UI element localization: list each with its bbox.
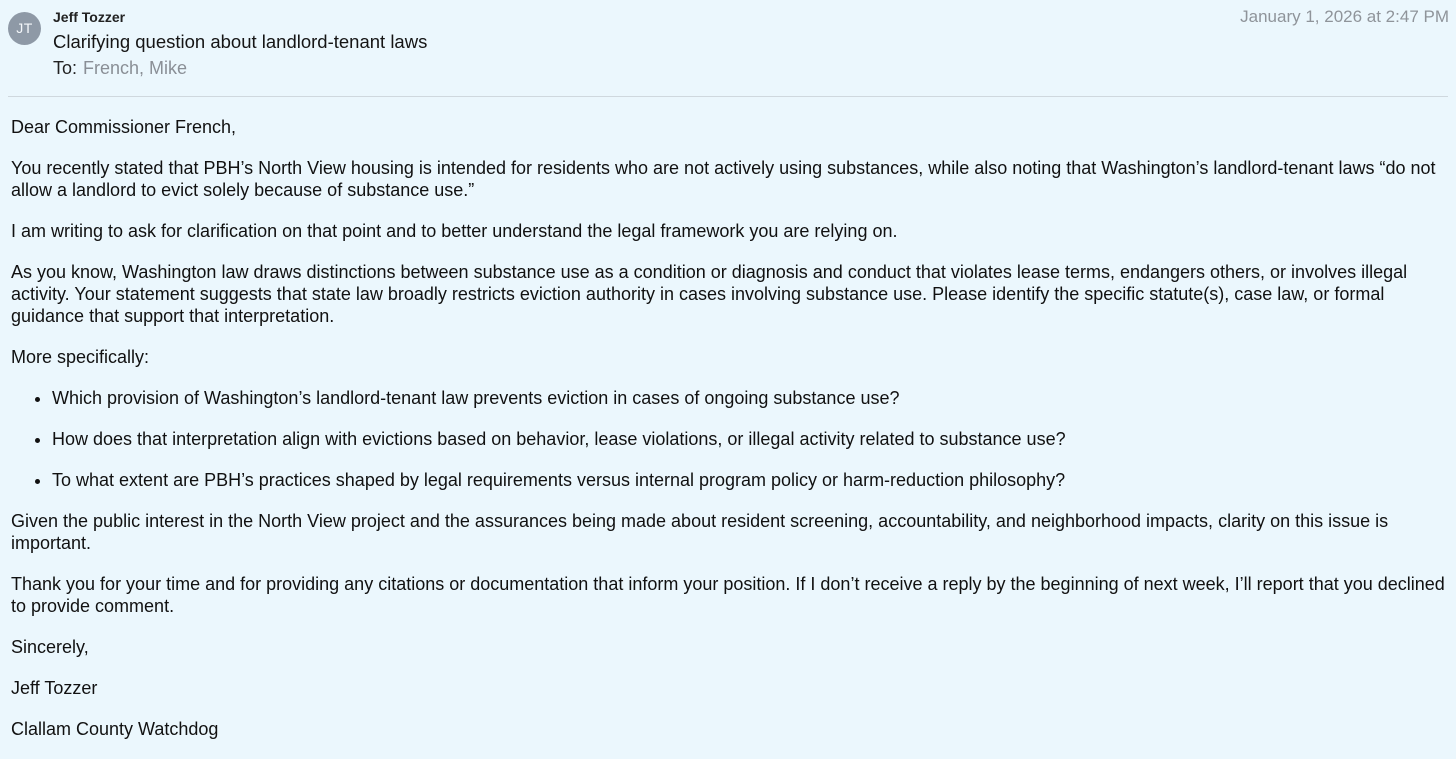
recipient-row: [53, 58, 187, 79]
signature-org: Clallam County Watchdog: [11, 719, 219, 739]
signature-name: Jeff Tozzer: [11, 678, 98, 698]
body-paragraph: More specifically:: [11, 347, 150, 367]
body-paragraph: As you know, Washington law draws distinctions between substance use as a condition or diagnosis and conduct that violates lease terms, endangers others, or involves illegal activity. Your statement suggests that state law broadly restricts eviction authority in cases involving substance use. Please identify the specific statute(s), case law, or formal guidance that support that interpretation.: [11, 262, 1408, 326]
header-divider: [8, 96, 1448, 97]
body-paragraph: Thank you for your time and for providing any citations or documentation that inform your position. If I don’t receive a reply by the beginning of next week, I’ll report that you declined to provide comment.: [11, 574, 1445, 616]
body-paragraph: You recently stated that PBH’s North View housing is intended for residents who are not actively using substances, while also noting that Washington’s landlord-tenant laws “do not allow a landlord to evict solely because of substance use.”: [11, 158, 1436, 200]
sender-avatar[interactable]: JT: [8, 12, 41, 45]
question-list: [11, 387, 1451, 491]
list-item: • Which provision of Washington’s landlord-tenant law prevents eviction in cases of ongoing substance use?: [52, 387, 1451, 409]
greeting: Dear Commissioner French,: [11, 117, 237, 137]
email-date: January 1, 2026 at 2:47 PM: [1240, 7, 1449, 26]
email-header: [0, 0, 1456, 97]
to-label: To:: [53, 58, 78, 78]
sender-name[interactable]: Jeff Tozzer: [53, 9, 126, 25]
list-item: • How does that interpretation align with evictions based on behavior, lease violations, or illegal activity related to substance use?: [52, 428, 1451, 450]
email-subject: Clarifying question about landlord-tenant laws: [53, 31, 428, 52]
recipient-name[interactable]: French, Mike: [83, 58, 188, 78]
body-paragraph: I am writing to ask for clarification on that point and to better understand the legal framework you are relying on.: [11, 221, 898, 241]
list-item: • To what extent are PBH’s practices shaped by legal requirements versus internal program policy or harm-reduction philosophy?: [52, 469, 1451, 491]
body-paragraph: Given the public interest in the North View project and the assurances being made about resident screening, accountability, and neighborhood impacts, clarity on this issue is important.: [11, 511, 1389, 553]
email-body: [11, 116, 1451, 759]
signoff: Sincerely,: [11, 637, 89, 657]
